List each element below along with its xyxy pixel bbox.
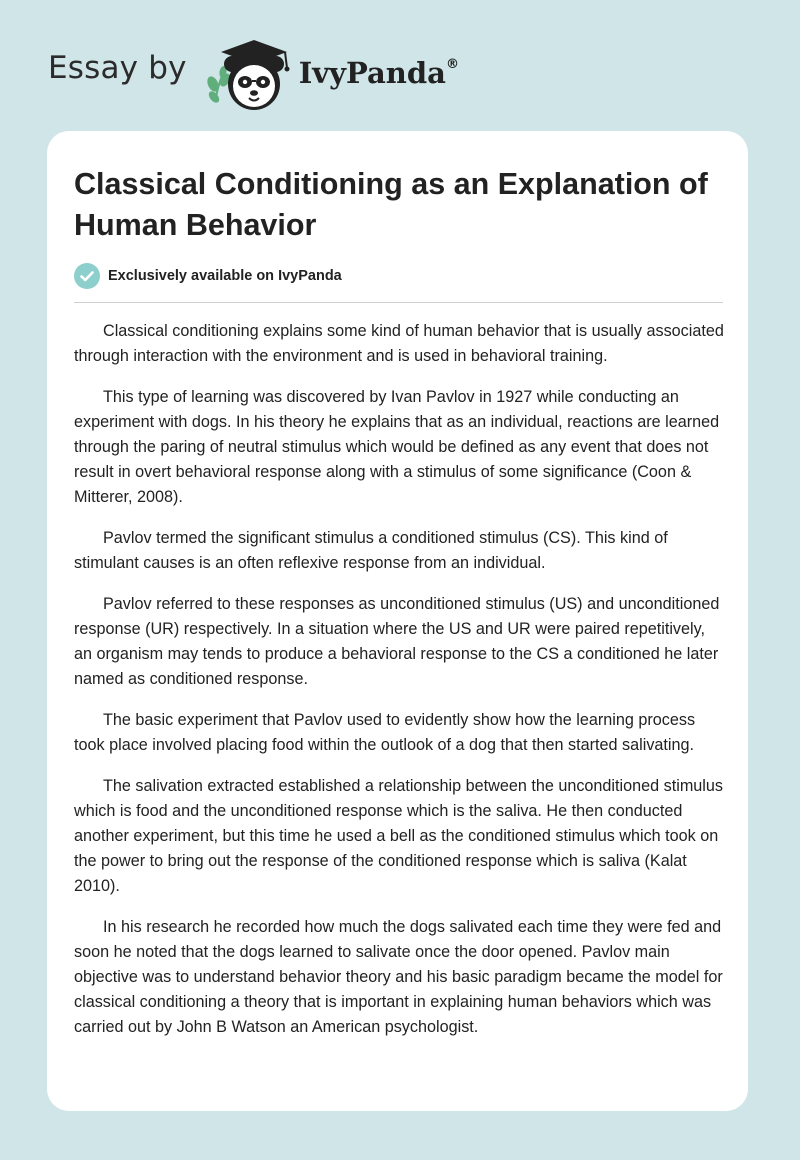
site-header <box>48 34 459 114</box>
paragraph: Classical conditioning explains some kind of human behavior that is usually associated through interaction with the environment and is used in behavioral training. <box>74 322 724 365</box>
title-divider <box>74 302 723 303</box>
essay-body <box>74 319 724 1056</box>
paragraph: Pavlov termed the significant stimulus a conditioned stimulus (CS). This kind of stimulant causes is an often reflexive response from an individual. <box>74 529 668 572</box>
essay-card <box>47 131 748 1111</box>
brand-name <box>299 56 459 90</box>
panda-graduate-logo-icon <box>201 34 301 114</box>
essay-title: Classical Conditioning as an Explanation of Human Behavior <box>74 167 708 242</box>
paragraph: This type of learning was discovered by Ivan Pavlov in 1927 while conducting an experiment with dogs. In his theory he explains that as an individual, reactions are learned through the paring of neutral stimulus which would be defined as any event that does not result in overt behavioral response along with a stimulus of some significance (Coon & Mitterer, 2008). <box>74 388 720 506</box>
brand-name-text: IvyPanda <box>298 56 446 90</box>
checkmark-circle-icon <box>74 263 100 289</box>
paragraph: In his research he recorded how much the dogs salivated each time they were fed and soon he noted that the dogs learned to salivate once the door opened. Pavlov main objective was to understand behavior theory and his basic paradigm became the model for classical conditioning a theory that is important in explaining human behaviors which was carried out by John B Watson an American psychologist. <box>74 918 723 1036</box>
paragraph: Pavlov referred to these responses as unconditioned stimulus (US) and unconditioned response (UR) respectively. In a situation where the US and UR were paired repetitively, an organism may tends to produce a behavioral response to the CS a conditioned he later named as conditioned response. <box>74 595 720 688</box>
registered-mark: ® <box>445 57 459 73</box>
essay-by-label: Essay by <box>48 50 187 86</box>
exclusive-badge <box>74 263 342 289</box>
paragraph: The basic experiment that Pavlov used to evidently show how the learning process took place involved placing food within the outlook of a dog that then started salivating. <box>74 711 696 754</box>
exclusive-label: Exclusively available on IvyPanda <box>108 268 342 284</box>
paragraph: The salivation extracted established a relationship between the unconditioned stimulus which is food and the unconditioned response which is the saliva. He then conducted another experiment, but this time he used a bell as the conditioned stimulus which took on the power to bring out the response of the conditioned response which is saliva (Kalat 2010). <box>74 777 724 895</box>
